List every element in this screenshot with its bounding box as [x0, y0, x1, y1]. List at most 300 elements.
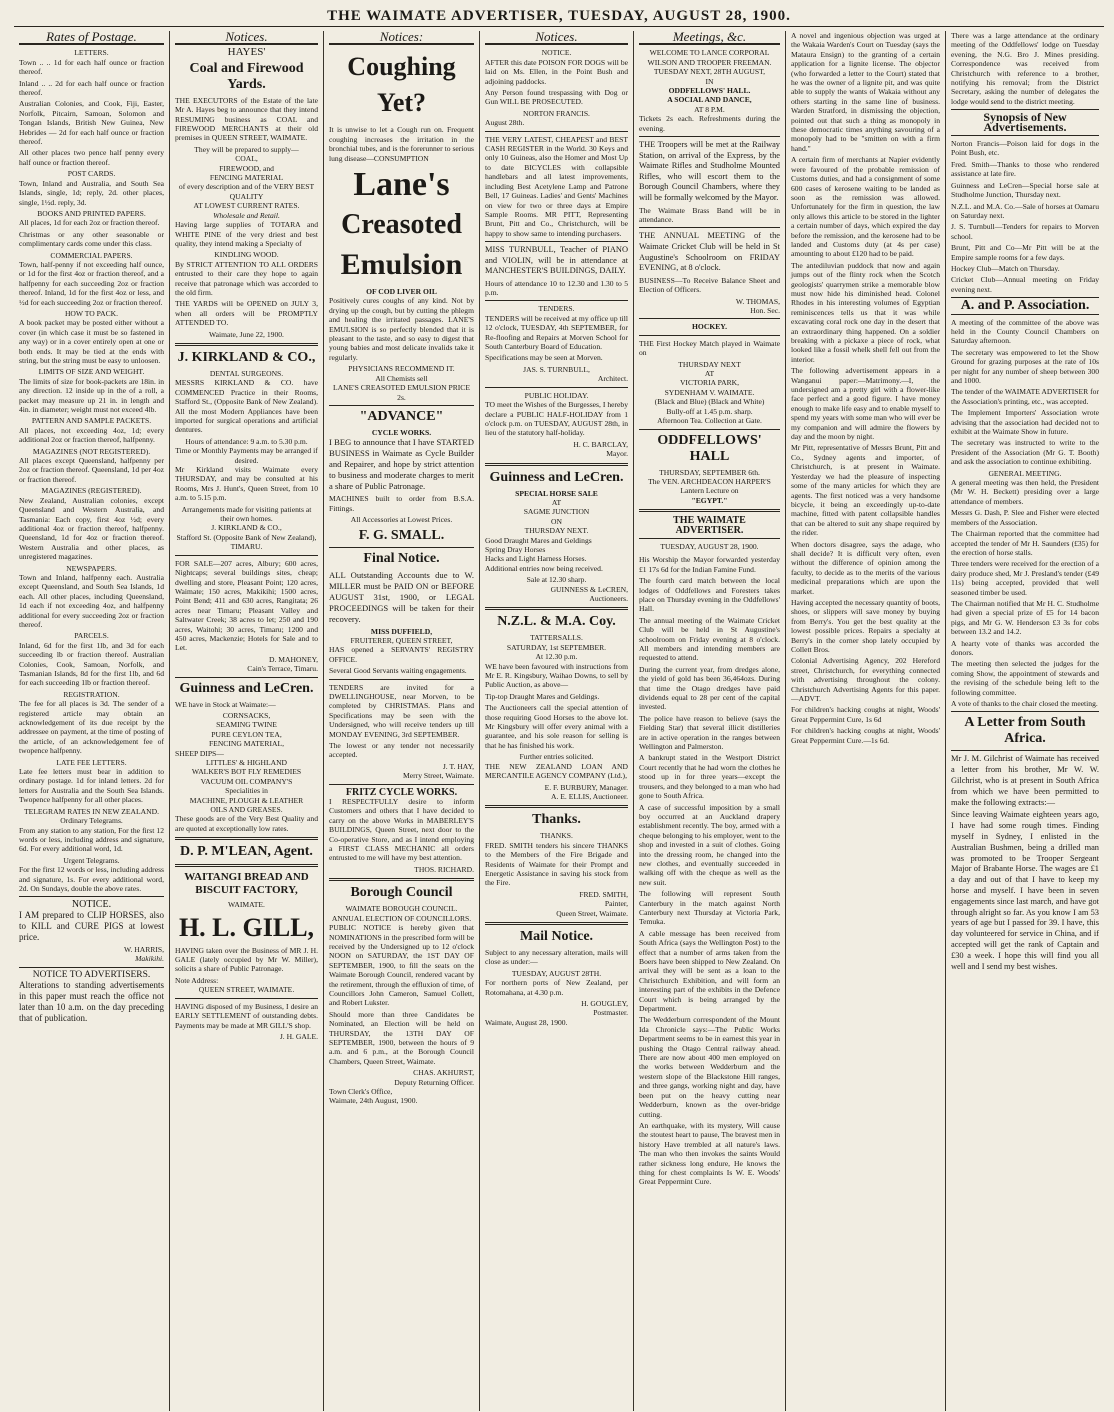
rate-colonies: Australian Colonies, and Cook, Fiji, Easter, Norfolk, Pitcairn, Samoan, Solomon and Tongan Islands, British New Guinea, New Hebrides — 2d for each half ounce or fraction thereof.: [19, 99, 164, 147]
association-item: A hearty vote of thanks was accorded the donors.: [951, 638, 1099, 657]
tickets-text: Tickets 2s each. Refreshments during the evening.: [639, 114, 780, 133]
registration-text: The fee for all places is 3d. The sender of a registered article may obtain an acknowledgement of its due receipt by the addressee on payment, at the time of posting of the article, of an acknowledgement fee of twopence halfpenny.: [19, 699, 164, 756]
ap-association-heading: A. and P. Association.: [960, 298, 1090, 314]
news-item: The annual meeting of the Waimate Cricket Club will be held in St Augustine's schoolroom on Friday evening at 8 o'clock. All members and intending members are requested to attend.: [639, 615, 780, 663]
divider: [175, 864, 318, 867]
stock-item: OILS AND GREASES.: [210, 805, 283, 815]
kirkland-text: MESSRS KIRKLAND & CO. have COMMENCED Practice in their Rooms, Stafford St., (Opposite Bank of New Zealand). All the most Modern Appliances have been imported for surgical operations and artificial dentures.: [175, 378, 318, 435]
coughing-title: Coughing Yet?: [347, 52, 456, 118]
cash-register-text: THE VERY LATEST, CHEAPEST and BEST CASH REGISTER in the World. 30 Keys and only 10 Guineas, also the Homer and Most Up to date BICYCLES with collapsible handlebars and all latest improvements, including Best Acetylene Lamp and Patrone Bell, 17 Guineas. Ladies' and Gents' Machines on view for two or three days at Empire Sample Rooms. MR PITT, Representing Brunt, Pitt and Co., Christchurch, will be happy to show same to intending purchasers.: [485, 134, 628, 238]
oddfellows-hall: ODDFELLOWS' HALL.: [668, 86, 751, 96]
band-text: The Waimate Brass Band will be in attendance.: [639, 205, 780, 225]
divider: [485, 131, 628, 132]
social-dance: A SOCIAL AND DANCE,: [667, 95, 752, 105]
news-item: The Wedderburn correspondent of the Mount Ida Chronicle says:—The Public Works Department seems to be in earnest this year in pushing the Otago Central railway ahead. There are now about 400 men employed on the works between Wedderburn and the western slope of the Blackstone Hill ranges, and three gangs, working night and day, have been put on the heavy cutting near Wedderburn, known as the over-bridge cutting.: [639, 1015, 780, 1119]
howpack-heading: HOW TO PACK.: [64, 308, 119, 318]
association-item: A general meeting was then held, the President (Mr W. H. Beckett) presiding over a large attendance of members.: [951, 478, 1099, 506]
notices-heading: Notices.: [175, 31, 318, 45]
divider: [175, 998, 318, 999]
final-notice-text: ALL Outstanding Accounts due to W. MILLER must be PAID ON or BEFORE AUGUST 31st, 1900, or LEGAL PROCEEDINGS will be taken for their recovery.: [329, 569, 474, 624]
divider: [329, 405, 474, 406]
akhurst-sign: CHAS. AKHURST,: [413, 1068, 474, 1078]
servants-text: Several Good Servants waiting engagements.: [329, 666, 467, 676]
for-sale-text: FOR SALE—207 acres, Albury; 600 acres, Nightcaps; several buildings sites, cheap; dwelling and store, Pleasant Point; 120 acres, Waimate; 150 acres, Makikihi; 1500 acres, Point Bend; 411 and 630 acres, Rangitata; 26 acres near Timaru; Pleasant Valley and Saltwater Creek; 38 acres to let; 250 and 190 acres, Waitohi; 30 acres, Timaru; 1200 and 450 acres, Mackenzie; Hotels for Sale and to Let.: [175, 558, 318, 653]
afternoon-tea: Afternoon Tea. Collection at Gate.: [657, 416, 762, 426]
hay-address: Merry Street, Waimate.: [403, 771, 474, 781]
creasoted-title: Creasoted: [341, 209, 462, 241]
news-item: For children's hacking coughs at night, Woods' Great Peppermint Cure, 1s 6d: [791, 705, 940, 724]
troopers-text: THE Troopers will be met at the Railway Station, on arrival of the Express, by the Waimate Rifles and Studholme Mounted Rifles, who will escort them to the Borough Council Chambers, where they will be formally welcomed by the Mayor.: [639, 140, 780, 203]
columns: [14, 31, 1104, 1411]
news-item: His Worship the Mayor forwarded yesterday £1 17s 6d for the Indian Famine Fund.: [639, 555, 780, 574]
dwelling-tender-text: TENDERS are invited for a DWELLINGHOUSE, near Morven, to be completed by CHRISTMAS. Plans and Specifications may be seen with the Undersigned, who will receive tenders up till MONDAY EVENING, 3rd SEPTEMBER.: [329, 682, 474, 739]
tenders-heading: TENDERS.: [538, 304, 575, 314]
divider: [175, 837, 318, 840]
mail-northern: For northern ports of New Zealand, per Rotomahana, at 4.30 p.m.: [485, 978, 628, 997]
news-item: Having accepted the necessary quantity of boots, shoes, or slippers will save money by buying from Berry's. You get the best quality at the lowest possible prices. Repairs a specialty at Berry's in the corner shop lately occupied by Collett Bros.: [791, 597, 940, 654]
news-item: An earthquake, with its mystery, Will cause the stoutest heart to pause, The bravest men in history Have trembled at all nature's laws. The man who then invokes the saints Would rather sickness long endure, He knows the thing for chest complaints Is W. E. Woods' Great Peppermint Cure.: [639, 1120, 780, 1187]
notices-heading: Notices.: [485, 31, 628, 45]
synopsis-item: J. S. Turnbull—Tenders for repairs to Morven school.: [951, 222, 1099, 241]
news-item: The following will represent South Canterbury in the match against North Canterbury next Thursday at Victoria Park, Temuka.: [639, 889, 780, 927]
auctioneers-label: Auctioneers.: [589, 594, 628, 603]
horse-lot: Good Draught Mares and Geldings: [485, 535, 592, 545]
turnbull-text: MISS TURNBULL, Teacher of PIANO and VIOLIN, will be in attendance at MANCHESTER'S BUILDINGS, DAILY.: [485, 245, 628, 276]
lanes-title: Lane's: [353, 166, 450, 204]
paper-date: TUESDAY, AUGUST 28, 1900.: [660, 541, 759, 551]
news-item: A bankrupt stated in the Westport District Court recently that he had worn the clothes he stood up in for three years—except the trousers, and they belonged to a man who had gone to South Africa.: [639, 753, 780, 801]
news-item: Mr Pitt, representative of Messrs Brunt, Pitt and Co., Sydney agents and importer, of Christchurch, is at present in Waimate. Yesterday we had the pleasure of inspecting some of the many articles for which they are agents. The first noticed was a very handsome bicycle, it being an exceedingly up-to-date machine, fitted with patent collapsible handles that can be altered to suit any shape required by the rider.: [791, 443, 940, 538]
mail-signoff-date: Waimate, August 28, 1900.: [485, 1017, 568, 1027]
cricket-meeting-text: THE ANNUAL MEETING of the Waimate Cricket Club will be held in St Augustine's Schoolroom on FRIDAY EVENING, at 8 o'clock.: [639, 231, 780, 273]
association-item: The Implement Importers' Association wrote advising that the association had decided not to exhibit at the Waimate Show in future.: [951, 408, 1099, 437]
sale-time: Sale at 12.30 sharp.: [526, 575, 587, 585]
mayor-label: Mayor.: [606, 449, 628, 459]
morven-tender-text: TENDERS will be received at my office up till 12 o'clock, TUESDAY, 4th SEPTEMBER, for Re-floofing and Repairs at Morven School for South Canterbury Board of Education.: [485, 313, 628, 352]
mail-text: Subject to any necessary alteration, mails will close as under:—: [485, 947, 628, 967]
divider: [329, 679, 474, 680]
telegram-heading: TELEGRAM RATES IN NEW ZEALAND.: [23, 806, 160, 816]
gill-address: QUEEN STREET, WAIMATE.: [198, 985, 295, 995]
stock-item: SHEEP DIPS—: [175, 748, 224, 758]
news-item: The police have reason to believe (says the Fielding Star) that several illicit distilleries are in active operation in the ranges between Wellington and Palmerston.: [639, 713, 780, 752]
hockey-day: THURSDAY NEXT: [678, 359, 741, 369]
secretary-label: Hon. Sec.: [750, 306, 780, 316]
stock-item: SEAMING TWINE: [216, 720, 277, 730]
entries-solicited: Further entries solicited.: [519, 752, 594, 762]
physicians-line: PHYSICIANS RECOMMEND IT.: [348, 364, 455, 374]
mahoney-address: Cain's Terrace, Timaru.: [247, 664, 318, 674]
guinness-title: Guinness and LeCren.: [489, 469, 624, 485]
latefee-text: Late fee letters must bear in addition to ordinary postage. 1d for inland letters. 2d for letters for Australia and the South Sea Islands. Twopence halfpenny for all other places.: [19, 767, 164, 805]
news-item: A cable message has been received from South Africa (says the Wellington Post) to the effect that a number of arms taken from the Boers have been shipped to New Zealand. On arrival they will be sent as a loan to the Christchurch Exhibition, and will form an interesting part of the exhibits in the Defence Court which is being arranged by the Department.: [639, 928, 780, 1014]
stock-intro: WE have in Stock at Waimate:—: [175, 699, 276, 709]
postmaster-label: Postmaster.: [593, 1008, 628, 1018]
smith-sign: FRED. SMITH,: [579, 889, 628, 899]
architect-label: Architect.: [597, 374, 628, 384]
emulsion-price: LANE'S CREASOTED EMULSION PRICE 2s.: [332, 383, 470, 402]
coal-date: Waimate, June 22, 1900.: [209, 329, 284, 339]
mlean-agent: D. P. M'LEAN, Agent.: [180, 844, 313, 860]
turnbull-hours: Hours of attendance 10 to 12.30 and 1.30 to 5 p.m.: [485, 278, 628, 298]
association-item: The Chairman reported that the committee had accepted the tender of Mr H. Saunders (£35) for the erection of horse stalls.: [951, 529, 1099, 557]
rates-heading: Rates of Postage.: [19, 31, 164, 45]
advance-title: "ADVANCE": [359, 408, 444, 424]
postcards-text: Town, Inland and Australia, and South Sea Islands, single, 1d; reply, 2d. other places, single, 1½d. reply, 3d.: [19, 178, 164, 207]
synopsis-item: Hockey Club—Match on Thursday.: [951, 263, 1060, 273]
column-notices-a: [170, 31, 324, 1411]
association-item: Messrs G. Dash, P. Slee and Fisher were elected members of the Association.: [951, 508, 1099, 527]
nzl-title: N.Z.L. & M.A. Coy.: [497, 614, 616, 630]
supply-line: They will be prepared to supply—: [194, 144, 299, 154]
at-label: AT: [704, 369, 715, 379]
hockey-teams: SYDENHAM V. WAIMATE.: [664, 387, 755, 397]
kirkland-sign: J. KIRKLAND & CO.,: [211, 523, 282, 533]
harris-notice: I AM prepared to CLIP HORSES, also to KILL and CURE PIGS at lowest price.: [19, 909, 164, 942]
oddfellows-hall-title: ODDFELLOWS' HALL: [657, 432, 762, 464]
kindling-line: KINDLING WOOD.: [214, 250, 279, 260]
supply-wholesale: Wholesale and Retail.: [213, 210, 280, 220]
general-meeting-heading: GENERAL MEETING.: [988, 468, 1062, 478]
notices-heading: Notices:: [329, 31, 474, 45]
divider: [639, 335, 780, 336]
mail-date: TUESDAY, AUGUST 28TH.: [511, 968, 602, 978]
social-time: AT 8 P.M.: [694, 104, 725, 114]
lecture-date: THURSDAY, SEPTEMBER 6th.: [659, 467, 760, 477]
stock-item: VACUUM OIL COMPANY'S: [200, 776, 293, 786]
chemists-line: All Chemists sell: [375, 373, 428, 383]
trespass-text: Any Person found trespassing with Dog or Gun WILL BE PROSECUTED.: [485, 88, 628, 107]
mail-notice-title: Mail Notice.: [519, 928, 594, 944]
association-item: A vote of thanks to the chair closed the meeting.: [951, 699, 1098, 708]
association-item: Three tenders were received for the erection of a dairy produce shed, Mr J. Presland's tender (£49 11s) being accepted, provided that well seasoned timber be used.: [951, 559, 1099, 597]
loan-company: THE NEW ZEALAND LOAN AND MERCANTILE AGENCY COMPANY (Ltd.),: [485, 761, 628, 781]
divider: [485, 241, 628, 242]
letter-heading: A Letter from South Africa.: [964, 715, 1086, 747]
divider: [175, 343, 318, 346]
stock-item: CORNSACKS,: [222, 710, 271, 720]
association-item: The secretary was instructed to write to the President of the Association (Mr G. T. Booth) and ask the association to continue exhibiting.: [951, 438, 1099, 467]
registration-heading: REGISTRATION.: [63, 689, 120, 699]
synopsis-heading: Synopsis of New Advertisements.: [983, 110, 1067, 134]
divider: [175, 677, 318, 678]
horse-lot: Hacks and Light Harness Horses.: [485, 554, 587, 564]
magreg-heading: MAGAZINES (REGISTERED).: [41, 486, 142, 496]
association-item: The meeting then selected the judges for the coming Show, the appointment of stewards and the revising of the schedule being left to the following committee.: [951, 659, 1099, 697]
thomas-sign: W. THOMAS,: [735, 296, 780, 306]
bully-off: Bully-off at 1.45 p.m. sharp.: [666, 406, 753, 416]
commercial-text: Town, half-penny if not exceeding half ounce, or 1d for the first 4oz or fraction thereof, and a halfpenny for each succeeding 2oz or fraction thereof. Inland, 1d for the first 4oz or less, and ½d for each succeeding 2oz or fraction thereof.: [19, 259, 164, 307]
gale-text: HAVING disposed of my Business, I desire an EARLY SETTLEMENT of outstanding debts. Payments may be made at MR GILL'S shop.: [175, 1001, 318, 1030]
news-item: A certain firm of merchants at Napier evidently were favoured of the probable remission of Customs duties, and had a consignment of some 600 cases of kerosene waiting to be landed as soon as the remission was allowed. Unfortunately for the firm in question, the law only allows this article to be stored in the lighter a certain number of days, which expired the day before the remission, and the kerosene had to be landed and Customs duty (at 4s per case) amounting to about £120 had to be paid.: [791, 155, 940, 259]
hayes-name: HAYES': [227, 46, 266, 59]
gougley-sign: H. GOUGLEY,: [581, 999, 628, 1008]
masthead: THE WAIMATE ADVERTISER, TUESDAY, AUGUST 28, 1900.: [14, 6, 1104, 27]
hours-line: Hours of attendance: 9 a.m. to 5.30 p.m.: [185, 436, 308, 446]
sale-hour: At 12.30 p.m.: [535, 652, 578, 662]
in-label: IN: [705, 76, 714, 86]
parcels-text: Inland, 6d for the first 1lb, and 3d for each succeeding lb or fraction thereof. Australian Colonies, Cook, Samoan, Norfolk, and Tasmanian Islands, 8d for the first 1lb, and 6d for each succeeding 1lb or fraction thereof.: [19, 640, 164, 688]
patterns-text: All places, not exceeding 4oz, 1d; every additional 2oz or fraction thereof, halfpenny.: [19, 425, 164, 445]
kirkland-title: J. KIRKLAND & CO.,: [177, 349, 316, 365]
returning-officer: Deputy Returning Officer.: [394, 1077, 474, 1087]
borough-date: Waimate, 24th August, 1900.: [329, 1096, 418, 1106]
column-news-a: [786, 31, 946, 1411]
public-holiday-text: TO meet the Wishes of the Burgesses, I hereby declare a PUBLIC HALF-HOLIDAY from 1 o'clock p.m. on TUESDAY, AUGUST 28th, in lieu of the statutory half-holiday.: [485, 400, 628, 438]
limits-heading: LIMITS OF SIZE AND WEIGHT.: [38, 367, 145, 377]
magazines-text: All places except Queensland, halfpenny per 2oz or fraction thereof. Queensland, 1d per 4oz or fraction thereof.: [19, 456, 164, 484]
divider: [951, 314, 1099, 315]
bsa-fittings: MACHINES built to order from B.S.A. Fittings.: [329, 494, 474, 513]
saturday-line: SATURDAY, 1st SEPTEMBER.: [506, 642, 607, 652]
divider: [485, 387, 628, 388]
news-text: Town and Inland, halfpenny each. Australia except Queensland, and South Sea Islands, 1d each. All other places, including Queensland, 1d each if not exceeding 4oz, and halfpenny additional for every succeeding 2oz or fraction thereof.: [19, 572, 164, 629]
team-colours: (Black and Blue) (Black and White): [654, 397, 765, 407]
hockey-text: THE First Hockey Match played in Waimate on: [639, 338, 780, 358]
note-address: Note Address:: [175, 975, 219, 985]
cod-liver-oil: OF COD LIVER OIL: [366, 287, 437, 297]
barclay-sign: H. C. BARCLAY,: [573, 439, 628, 449]
news-item: A novel and ingenious objection was urged at the Wakaia Warden's Court on Tuesday (says the Mataura Ensign) to the granting of a certain application for a lignite license. The objector (who forwarded a letter to the Court) stated that he was the owner of a lignite pit, and was quite able to supply the wants of Wakaia without any others starting in the same line of business. Warden Stratford, in dismissing the objection, pointed out that such a thing as monopoly in these democratic times anything savouring of a monopoly had to be "smitten on with a firm hand.": [791, 31, 940, 153]
rate-town: Town .. .. 1d for each half ounce or fraction thereof.: [19, 57, 164, 77]
gale-sign: J. H. GALE.: [279, 1031, 318, 1041]
limits-text: The limits of size for book-packets are 18in. in any direction. 12 inside up in the of a roll, a packet may measure up 21 in. in length and 4in. in diameter; weight must not exceed 4lb.: [19, 376, 164, 415]
totara-text: Having large supplies of TOTARA and WHITE PINE of the very driest and best quality, they intend making a Specialty of: [175, 220, 318, 248]
harris-name: W. HARRIS,: [123, 944, 164, 954]
divider: [639, 318, 780, 319]
synopsis-item: Guinness and LeCren—Special horse sale at Studholme Junction, Thursday next.: [951, 180, 1099, 200]
guinness-title: Guinness and LeCren.: [179, 680, 314, 696]
latefee-heading: LATE FEE LETTERS.: [56, 757, 127, 767]
thanks-label: THANKS.: [540, 831, 573, 841]
kingsbury-lot: Tip-top Draught Mares and Geldings.: [485, 691, 600, 701]
parcels-heading: PARCELS.: [74, 631, 109, 641]
divider: [951, 711, 1099, 712]
divider: [485, 922, 628, 925]
divider: [329, 878, 474, 881]
turnbull-sign: JAS. S. TURNBULL,: [523, 364, 590, 374]
association-item: A meeting of the committee of the above was held in the County Council Chambers on Saturday afternoon.: [951, 317, 1099, 346]
magazines-heading: MAGAZINES (NOT REGISTERED).: [32, 446, 151, 456]
hockey-heading: HOCKEY.: [692, 322, 727, 332]
divider: [485, 805, 628, 808]
association-item: The Chairman notified that Mr H. C. Studholme had given a special prize of £5 for 14 bacon pigs, and Mr G. W. Henderson £3 3s for cobs between 13.2 and 14.2.: [951, 598, 1099, 637]
synopsis-item: Cricket Club—Annual meeting on Friday evening next.: [951, 275, 1099, 294]
smith-address: Queen Street, Waimate.: [556, 908, 628, 918]
magreg-text: New Zealand, Australian colonies, except Queensland and Western Australia, and Tasmania: Each copy, first 4oz ½d; every additional 4oz or fraction thereof, halfpenny. Queensland, 1d for 4oz or fraction thereof. Western Australia and other places, as unregistered magazines.: [19, 495, 164, 562]
advertisers-heading: NOTICE TO ADVERTISERS.: [32, 969, 151, 980]
christmas-text: Christmas or any other seasonable or complimentary cards come under this class.: [19, 229, 164, 249]
divider: [329, 547, 474, 548]
welcome-line: WELCOME TO LANCE CORPORAL WILSON AND TROOPER FREEMAN.: [647, 48, 772, 67]
meetings-heading: Meetings, &c.: [639, 31, 780, 45]
divider: [19, 967, 164, 968]
stock-item: MACHINE, PLOUGH & LEATHER: [189, 795, 304, 805]
news-item: During the current year, from dredges alone, the yield of gold has been 36,464ozs. During that time the Otago dredges have paid dividends equal to 28 per cent of the capital invested.: [639, 664, 780, 712]
gill-text: HAVING taken over the Business of MR J. H. GALE (lately occupied by Mr W. Miller), solicits a share of Public Patronage.: [175, 945, 318, 974]
small-sign: F. G. SMALL.: [358, 527, 445, 543]
stock-item: WALKER'S BOT FLY REMEDIES: [191, 767, 302, 777]
news-item: For children's hacking coughs at night, Woods' Great Peppermint Cure.—1s 6d.: [791, 726, 940, 745]
thanks-title: Thanks.: [532, 812, 581, 828]
public-holiday-heading: PUBLIC HOLIDAY.: [524, 390, 589, 400]
coal-yards-title: Coal and Firewood Yards.: [189, 60, 304, 92]
borough-title: Borough Council: [350, 885, 453, 901]
rate-inland: Inland .. .. 2d for each half ounce or fraction thereof.: [19, 78, 164, 98]
urgent-telegrams: Urgent Telegrams.: [63, 855, 120, 865]
tattersalls: TATTERSALLS.: [530, 633, 583, 643]
yards-open-text: THE YARDS will be OPENED on JULY 3, when all orders will be PROMPTLY ATTENDED TO.: [175, 299, 318, 328]
kirkland-town: TIMARU.: [230, 542, 263, 552]
synopsis-item: N.Z.L. and M.A. Co.—Sale of horses at Oamaru on Saturday next.: [951, 201, 1099, 220]
paper-name: THE WAIMATE ADVERTISER.: [673, 515, 746, 536]
notice-heading: NOTICE.: [71, 899, 112, 911]
hay-sign: J. T. HAY,: [442, 761, 474, 771]
books-text: All places, 1d for each 2oz or fraction thereof.: [19, 218, 160, 228]
news-item: The following advertisement appears in a Wanganui paper:—Matrimony.—I, the undersigned am a pretty girl with a flower-like face perfect and a good figure. I have money enough to make life easy and to enable myself to spend my years with some man who will ever be my companion and will admire the flowers by day and the moon by night.: [791, 366, 940, 442]
kingsbury-note: The Auctioneers call the special attention of those requiring Good Horses to the above lot. Mr Kingsbury will offer every animal with a guarantee, and his sole reason for selling is that he has finished his work.: [485, 703, 628, 750]
norton-date: August 28th.: [485, 118, 525, 128]
lowest-tender: The lowest or any tender not necessarily accepted.: [329, 741, 474, 760]
supply-quality: of every description and of the VERY BEST QUALITY: [178, 182, 315, 201]
mahoney-name: D. MAHONEY,: [268, 654, 318, 664]
emulsion-text: Positively cures coughs of any kind. Not by drying up the cough, but by cutting the phlegm and healing the irritated passages. LANE'S EMULSION is so perfectly blended that it is pleasant to the taste, and so easy to digest that young babies and most delicate invalids take it regularly.: [329, 296, 474, 362]
notice-label: NOTICE.: [541, 48, 572, 58]
divider: [639, 538, 780, 539]
divider: [175, 555, 318, 556]
books-heading: BOOKS AND PRINTED PAPERS.: [37, 208, 146, 218]
synopsis-item: Brunt, Pitt and Co—Mr Pitt will be at the Empire sample rooms for a few days.: [951, 243, 1099, 262]
norton-sign: NORTON FRANCIS.: [523, 108, 590, 118]
letter-intro: Mr J. M. Gilchrist of Waimate has received a letter from his brother, Mr W. W. Gilchrist, who is at present in South Africa from which we have been permitted to make the following extracts:—: [951, 754, 1099, 807]
at-label: AT: [551, 497, 562, 507]
column-notices-b: [324, 31, 480, 1411]
on-label: ON: [551, 516, 562, 526]
supply-rates: AT LOWEST CURRENT RATES.: [193, 201, 300, 211]
column-meetings: [634, 31, 786, 1411]
stock-item: FENCING MATERIAL,: [208, 739, 285, 749]
stock-item: Specialities in: [225, 786, 268, 796]
stock-quality: These goods are of the Very Best Quality and are quoted at exceptionally low rates.: [175, 814, 318, 833]
bread-factory-title: WAITANGI BREAD AND BISCUIT FACTORY,: [184, 871, 309, 897]
rate-other: All other places two pence half penny every half ounce or fraction thereof.: [19, 148, 164, 167]
stock-item: PURE CEYLON TEA,: [211, 729, 282, 739]
welcome-date: TUESDAY NEXT, 28TH AUGUST,: [653, 67, 766, 77]
patterns-heading: PATTERN AND SAMPLE PACKETS.: [31, 416, 152, 426]
painter-label: Painter,: [604, 899, 628, 909]
borough-council: WAIMATE BOROUGH COUNCIL.: [345, 904, 458, 914]
news-item: The fourth card match between the local lodges of Oddfellows and Foresters takes place on Thursday evening in the Oddfellows' Hall.: [639, 576, 780, 614]
fritz-title: FRITZ CYCLE WORKS.: [345, 786, 458, 798]
divider: [639, 509, 780, 512]
town-clerk: Town Clerk's Office,: [329, 1087, 393, 1096]
supply-firewood: FIREWOOD, and: [219, 163, 274, 173]
divider: [19, 896, 164, 897]
strict-attention-text: By STRICT ATTENTION TO ALL ORDERS entrusted to their care they hope to again receive that patronage which was accorded to the old firm.: [175, 259, 318, 297]
letter-body: Since leaving Waimate eighteen years ago, I have had some rough times. Finding myself in Sydney, I enlisted in the Australian Bushmen, being a drilled man was promoted to be Trooper Sergeant Major of Brabante Horse. The wages are £1 a day and out of that I have to keep my horse and myself. I have been in seven engagements since last march, and have got through alright so far. As you know I am 53 years of age but I passed for 39. I have, this day volunteered for service in China, and if accepted will get the rank of Captain and £30 a week. I hope this will find you all well and I send my best wishes.: [951, 810, 1099, 971]
divider: [951, 135, 1099, 136]
association-item: The secretary was empowered to let the Show Ground for grazing purposes at the rate of 10s per night for any number of sheep between 300 and 1000.: [951, 347, 1099, 385]
business-text: BUSINESS—To Receive Balance Sheet and Election of Officers.: [639, 275, 780, 295]
kirkland-address: Stafford St. (Opposite Bank of New Zealand),: [176, 532, 317, 542]
accessories-line: All Accessories at Lowest Prices.: [350, 515, 453, 525]
fruiterer-line: FRUITERER, QUEEN STREET,: [350, 635, 453, 645]
horse-lot: Spring Dray Horses: [485, 544, 546, 554]
kingsbury-text: WE have been favoured with instructions from Mr E. R. Kingsbury, Waihao Downs, to sell by Public Auction, as above—: [485, 661, 628, 690]
dental-line: DENTAL SURGEONS.: [209, 368, 284, 378]
ordinary-telegrams: Ordinary Telegrams.: [60, 816, 123, 826]
divider: [329, 784, 474, 785]
divider: [485, 463, 628, 466]
news-item: When doctors disagree, says the adage, who shall decide? It is difficult very often, even without the difference of opinion among the faculty, to decide as to the merits of the various medicinal preparations which are upon the market.: [791, 539, 940, 596]
divider: [485, 607, 628, 610]
fritz-text: I RESPECTFULLY desire to inform Customers and others that I have decided to carry on the above Works in MABERLEY'S BUILDINGS, Queen Street, next door to the Co-operative Store, and as I intend employing a FIRST CLASS MECHANIC all orders entrusted to me will have my best attention.: [329, 797, 474, 863]
borough-notice-text: PUBLIC NOTICE is hereby given that NOMINATIONS in the prescribed form will be received by the Undersigned up to 12 o'clock NOON on SATURDAY, the 1ST DAY OF SEPTEMBER, 1900, to fill the seats on the Waimate Borough Council, rendered vacant by the retirement, through the effluxion of time, of Councillors John Cameron, Samuel Collett, and Robert Lukster.: [329, 923, 474, 1008]
specifications-text: Specifications may be seen at Morven.: [485, 353, 603, 363]
burbury-sign: E. F. BURBURY, Manager.: [544, 782, 628, 792]
gill-title: H. L. GILL,: [178, 912, 315, 942]
divider: [951, 750, 1099, 751]
lecture-line: The VEN. ARCHDEACON HARPER'S Lantern Lecture on: [648, 476, 771, 496]
cough-text: It is unwise to let a Cough run on. Frequent coughing increases the irritation in the bronchial tubes, and is the forerunner to serious lung disease—CONSUMPTION: [329, 125, 474, 163]
synopsis-item: Norton Francis—Poison laid for dogs in the Point Bush, etc.: [951, 139, 1099, 158]
howpack-text: A book packet may be posted either without a cover (in which case it must be so fastened in any way) or in a cover entirely open at one or both ends. It may be tied at the ends with string, but the string must be easy to unloosen.: [19, 318, 164, 365]
duffield-title: MISS DUFFIELD,: [370, 626, 433, 636]
bread-factory-town: WAIMATE.: [228, 900, 265, 910]
additional-entries: Additional entries now being received.: [485, 563, 603, 573]
news-item: A case of successful imposition by a small boy occurred at an Auckland drapery establishment recently. The boy, armed with a cheque belonging to his employer, went to the shop and invested in a suit of clothes. Going into the dressing room, he changed into the new clothes, and eventually succeeded in walking off with the cheque as well as the new suit.: [639, 802, 780, 887]
junction-label: SAGME JUNCTION: [523, 507, 590, 517]
divider: [485, 300, 628, 301]
column-notices-c: [480, 31, 634, 1411]
time-payments: Time or Monthly Payments may be arranged if desired.: [175, 446, 318, 465]
urgent-telegram-text: For the first 12 words or less, including address and signature, 1s. For every additional word, 2d. On Sundays, double the above rates.: [19, 865, 164, 893]
divider: [639, 136, 780, 137]
annual-election: ANNUAL ELECTION OF COUNCILLORS.: [331, 913, 472, 923]
smith-thanks-text: FRED. SMITH tenders his sincere THANKS to the Members of the Fire Brigade and Residents of Waimate for their Prompt and Energetic Assistance in saving his stock from the Fire.: [485, 840, 628, 888]
auctioneers-sign: GUINNESS & LeCREN,: [550, 584, 628, 594]
news-item: Colonial Advertising Agency, 202 Hereford street, Christchurch, for everything connected with advertising throughout the colony. Christchurch Advertising Agents for this paper.—ADVT.: [791, 656, 940, 704]
stock-item: LITTLES' & HIGHLAND: [205, 758, 288, 767]
kirkland-visit-text: Mr Kirkland visits Waimate every THURSDAY, and may be consulted at his Rooms, Mrs J. Hunt's, Queen Street, from 10 a.m. to 5.15 p.m.: [175, 465, 318, 503]
emulsion-title: Emulsion: [340, 248, 463, 282]
coal-executors-text: THE EXECUTORS of the Estate of the late Mr A. Hayes beg to announce that they intend RESUMING business as COAL and FIREWOOD MERCHANTS at their old premises in QUEEN STREET, WAIMATE.: [175, 95, 318, 143]
column-news-b: [946, 31, 1104, 1411]
thursday-next: THURSDAY NEXT.: [524, 526, 589, 536]
registry-text: HAS opened a SERVANTS' REGISTRY OFFICE.: [329, 645, 474, 664]
divider: [639, 227, 780, 228]
advertisers-text: Alterations to standing advertisements in this paper must reach the office not later than 10 a.m. on the day preceding that of publication.: [19, 979, 164, 1023]
poison-text: AFTER this date POISON FOR DOGS will be laid on Ms. Ellen, in the Point Bush and adjoining paddocks.: [485, 57, 628, 86]
news-item: There was a large attendance at the ordinary meeting of the Oddfellows' lodge on Tuesday evening, the N.G. Bro J. Mines presiding. Correspondence was received from Christchurch with reference to a brother, notifying his removal; from the District Secretary, asking the number of delegates the lodge would send to the district meeting.: [951, 31, 1099, 106]
commercial-heading: COMMERCIAL PAPERS.: [50, 250, 133, 260]
column-postage: [14, 31, 170, 1411]
association-item: The tender of the WAIMATE ADVERTISER for the Association's printing, etc., was accepted.: [951, 387, 1099, 406]
lecture-topic: "EGYPT.": [691, 495, 728, 505]
home-visits: Arrangements made for visiting patients at their own homes.: [181, 504, 312, 524]
borough-election-text: Should more than three Candidates be Nominated, an Election will be held on THURSDAY, the 13TH DAY OF SEPTEMBER, 1900, between the hours of 9 a.m. and 6 p.m., at the Borough Council Chambers, Queen Street, Waimate.: [329, 1009, 474, 1066]
postcards-heading: POST CARDS.: [67, 169, 116, 179]
news-heading: NEWSPAPERS.: [66, 563, 117, 573]
victoria-park: VICTORIA PARK,: [679, 378, 740, 388]
letters-heading: LETTERS.: [74, 48, 109, 58]
news-item: The antediluvian puddock that now and again jumps out of the flinty rock when the Scotch geologists' quarrymen strike a memorable blow must now hide his diminished head. Colonel Rhodes in his interesting volumes of Egyptian reminiscences tells us that it was while excavating coral rock one day in the desert that an extraordinary thing happened. On a soldier breaking with a pickaxe a piece of rock, what looked like a fossil whelk shell fell out from the interior.: [791, 260, 940, 364]
ellis-sign: A. E. ELLIS, Auctioneer.: [551, 791, 628, 801]
cycle-works: CYCLE WORKS.: [371, 427, 432, 437]
harris-place: Makikihi.: [135, 954, 164, 964]
divider: [639, 429, 780, 430]
supply-fencing: FENCING MATERIAL: [209, 173, 284, 183]
